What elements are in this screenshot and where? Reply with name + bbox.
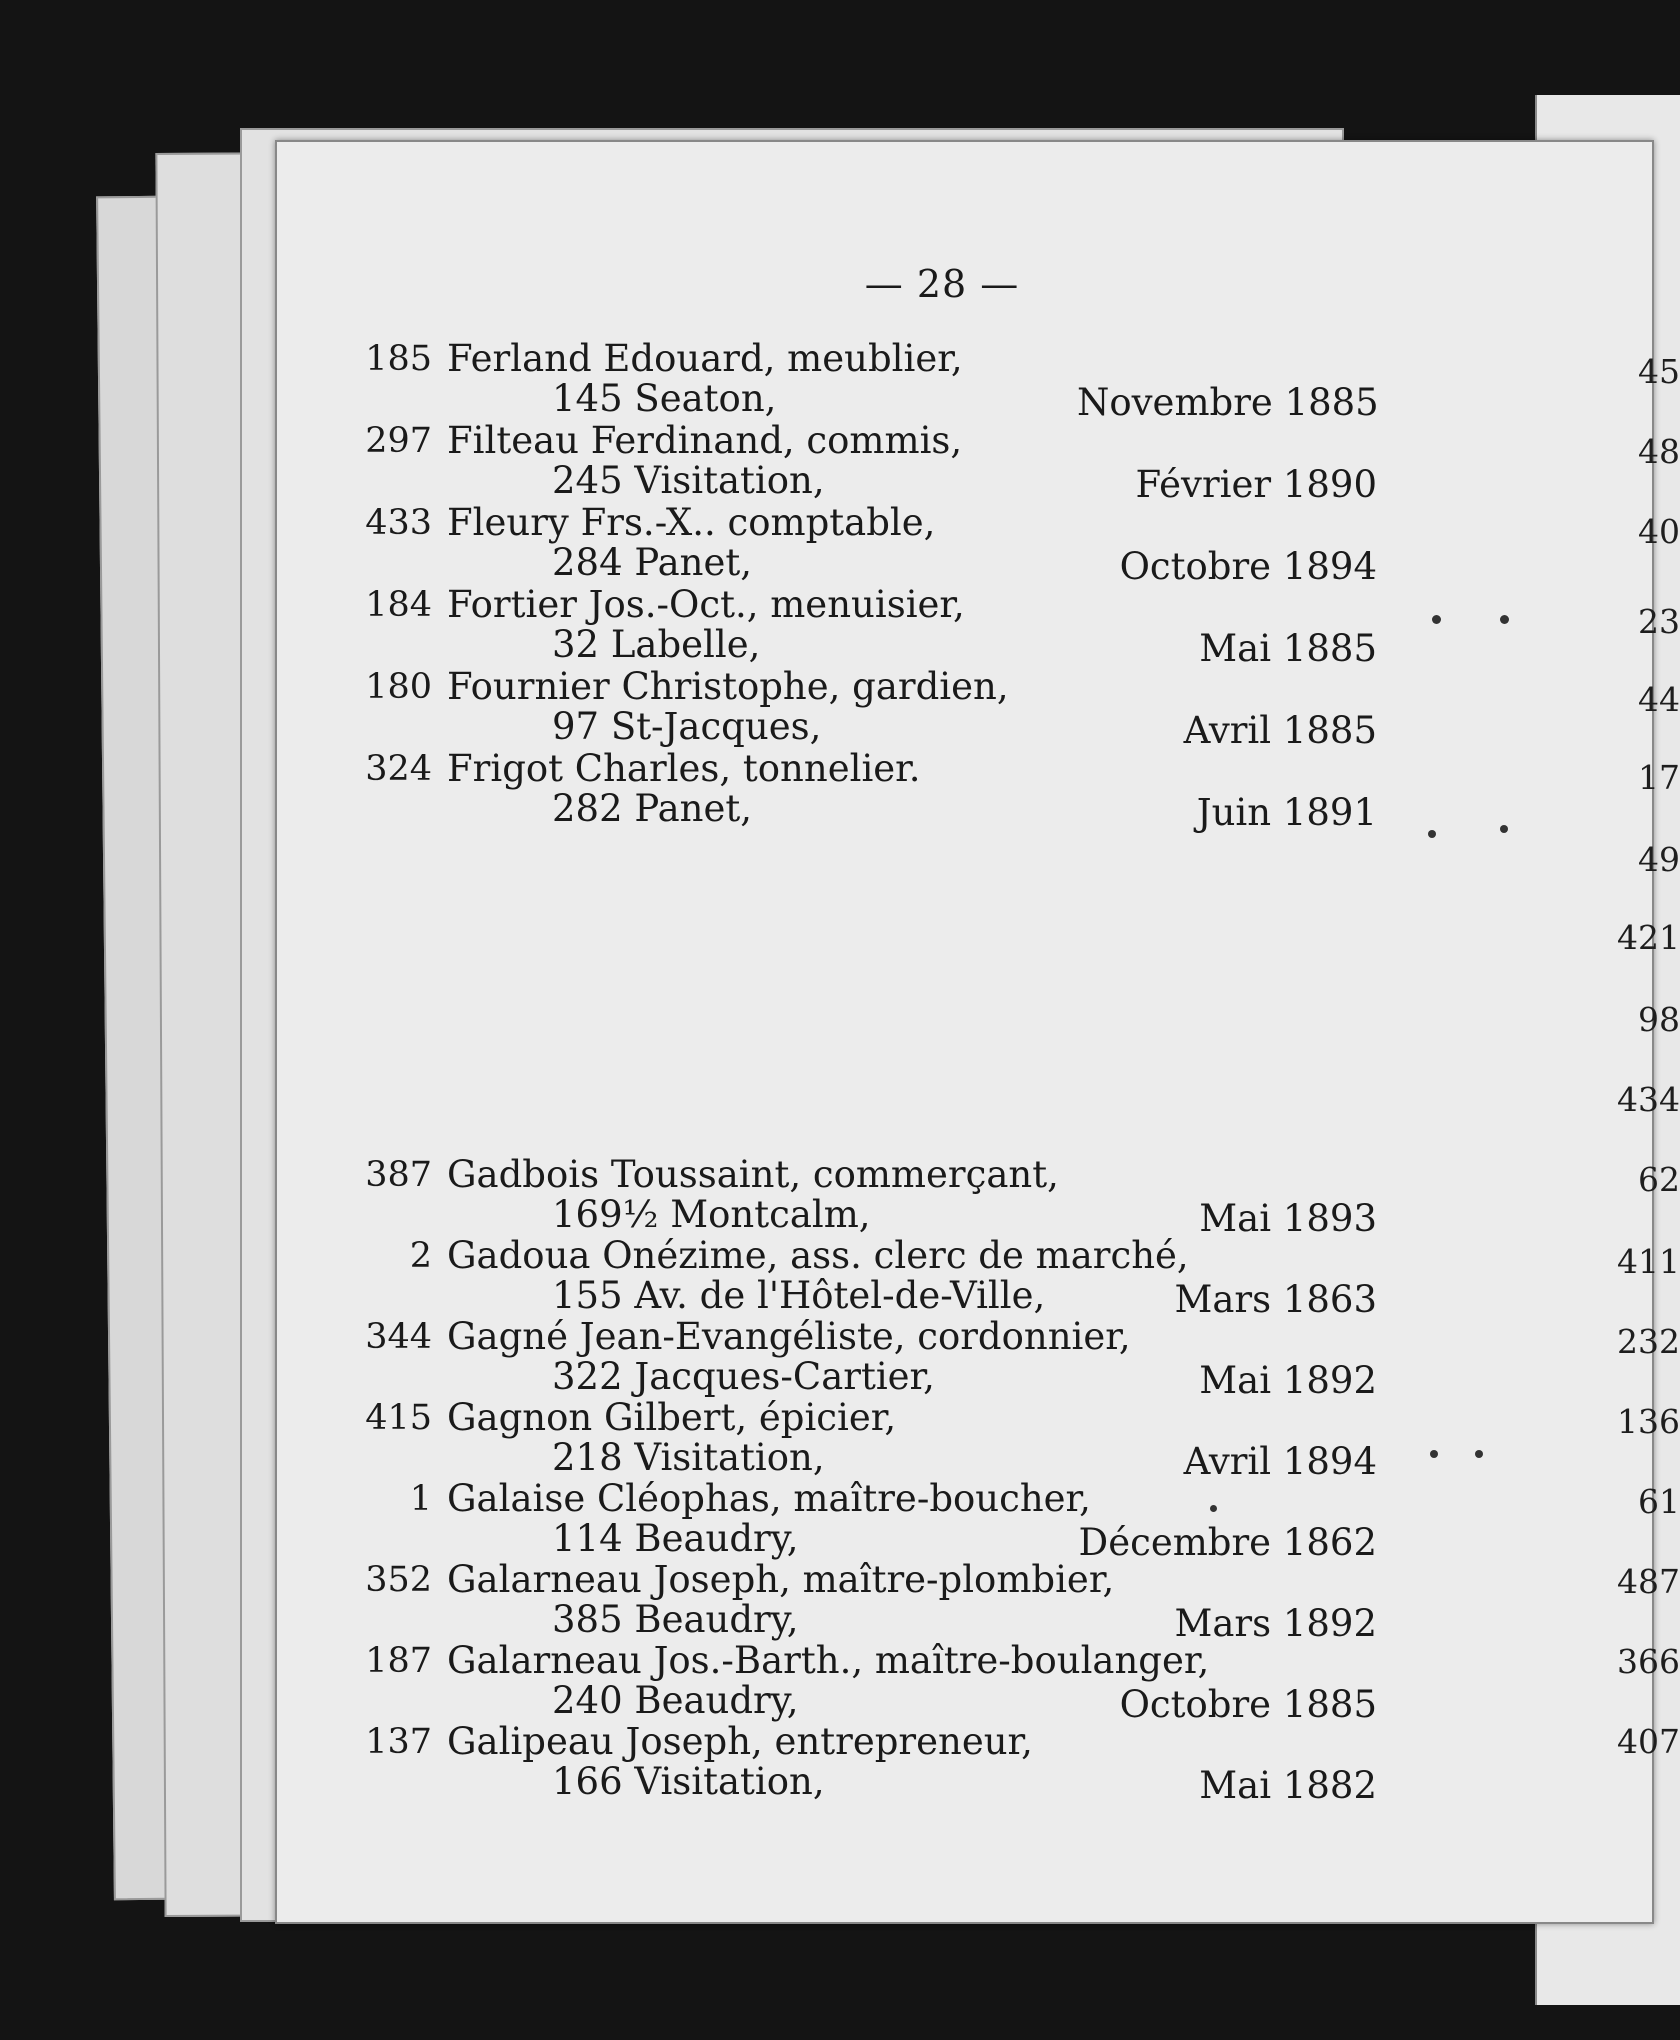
document-page: [275, 140, 1654, 1924]
entry-address: 166 Visitation,: [552, 1760, 825, 1803]
entry-date: Décembre 1862: [1078, 1521, 1377, 1564]
entry-address: 245 Visitation,: [552, 459, 825, 502]
entry-number: 387: [365, 1155, 432, 1195]
margin-number: 62: [1638, 1160, 1680, 1199]
entry-date: Octobre 1885: [1119, 1683, 1377, 1726]
entry-name: Fleury Frs.-X.. comptable,: [447, 501, 936, 544]
entry-number: 344: [365, 1317, 432, 1357]
entry-date: Mai 1885: [1199, 627, 1377, 670]
scan-speck: [1500, 615, 1509, 624]
entry-number: 352: [365, 1560, 432, 1600]
list-item: [277, 748, 1377, 832]
entry-address: 240 Beaudry,: [552, 1679, 799, 1722]
entry-address: 145 Seaton,: [552, 377, 777, 420]
list-item: [277, 502, 1377, 586]
entry-name: Frigot Charles, tonnelier.: [447, 747, 921, 790]
list-item: [277, 1559, 1377, 1643]
scan-speck: [1430, 1450, 1438, 1458]
page-number: — 28 —: [864, 262, 1020, 306]
entry-address: 114 Beaudry,: [552, 1517, 799, 1560]
entry-date: Mai 1882: [1199, 1764, 1377, 1807]
entry-date: Mars 1892: [1174, 1602, 1377, 1645]
list-item: [277, 1397, 1377, 1481]
scan-speck: [1475, 1450, 1483, 1458]
entry-number: 185: [365, 339, 432, 379]
list-item: [277, 584, 1377, 668]
entry-list: [277, 142, 1652, 1922]
entry-date: Octobre 1894: [1119, 545, 1377, 588]
entry-address: 218 Visitation,: [552, 1436, 825, 1479]
scan-speck: [1432, 615, 1441, 624]
entry-address: 322 Jacques-Cartier,: [552, 1355, 935, 1398]
entry-name: Galarneau Joseph, maître-plombier,: [447, 1558, 1115, 1601]
margin-number: 487: [1617, 1562, 1680, 1601]
margin-number: 44: [1638, 680, 1680, 719]
list-item: [277, 1154, 1377, 1238]
entry-address: 155 Av. de l'Hôtel-de-Ville,: [552, 1274, 1046, 1317]
margin-number: 366: [1617, 1642, 1680, 1681]
entry-number: 1: [409, 1479, 432, 1519]
entry-number: 137: [365, 1722, 432, 1762]
entry-name: Galaise Cléophas, maître-boucher,: [447, 1477, 1091, 1520]
margin-number: 49: [1638, 840, 1680, 879]
entry-address: 169½ Montcalm,: [552, 1193, 871, 1236]
entry-address: 385 Beaudry,: [552, 1598, 799, 1641]
entry-date: Mai 1893: [1199, 1197, 1377, 1240]
list-item: [277, 1235, 1377, 1319]
entry-number: 180: [365, 667, 432, 707]
entry-name: Galarneau Jos.-Barth., maître-boulanger,: [447, 1639, 1210, 1682]
entry-date: Février 1890: [1135, 463, 1377, 506]
margin-number: 17: [1638, 758, 1680, 797]
scan-speck: [1500, 825, 1508, 833]
entry-date: Avril 1894: [1183, 1440, 1377, 1483]
entry-date: Juin 1891: [1196, 791, 1377, 834]
entry-name: Galipeau Joseph, entrepreneur,: [447, 1720, 1033, 1763]
scan-speck: [1428, 830, 1436, 838]
entry-address: 282 Panet,: [552, 787, 753, 830]
adjacent-page-numbers: [1590, 0, 1680, 2040]
entry-name: Filteau Ferdinand, commis,: [447, 419, 963, 462]
entry-number: 297: [365, 421, 432, 461]
margin-number: 48: [1638, 432, 1680, 471]
list-item: [277, 1478, 1377, 1562]
list-item: [277, 666, 1377, 750]
margin-number: 98: [1638, 1000, 1680, 1039]
margin-number: 23: [1638, 602, 1680, 641]
entry-address: 32 Labelle,: [552, 623, 761, 666]
entry-number: 184: [365, 585, 432, 625]
entry-address: 284 Panet,: [552, 541, 753, 584]
list-item: [277, 1316, 1377, 1400]
entry-number: 187: [365, 1641, 432, 1681]
margin-number: 434: [1617, 1080, 1680, 1119]
list-item: [277, 1721, 1377, 1805]
margin-number: 421: [1617, 918, 1680, 957]
entry-name: Fortier Jos.-Oct., menuisier,: [447, 583, 965, 626]
margin-number: 61: [1638, 1482, 1680, 1521]
entry-name: Gadbois Toussaint, commerçant,: [447, 1153, 1059, 1196]
entry-name: Gagné Jean-Evangéliste, cordonnier,: [447, 1315, 1131, 1358]
margin-number: 40: [1638, 512, 1680, 551]
margin-number: 136: [1617, 1402, 1680, 1441]
list-item: [277, 338, 1377, 422]
margin-number: 45: [1638, 352, 1680, 391]
entry-date: Avril 1885: [1183, 709, 1377, 752]
entry-number: 433: [365, 503, 432, 543]
entry-number: 2: [409, 1236, 432, 1276]
margin-number: 411: [1617, 1242, 1680, 1281]
entry-name: Gadoua Onézime, ass. clerc de marché,: [447, 1234, 1189, 1277]
list-item: [277, 420, 1377, 504]
entry-number: 324: [365, 749, 432, 789]
scan-speck: [1210, 1505, 1217, 1512]
entry-name: Fournier Christophe, gardien,: [447, 665, 1009, 708]
entry-number: 415: [365, 1398, 432, 1438]
entry-date: Mars 1863: [1174, 1278, 1377, 1321]
entry-name: Ferland Edouard, meublier,: [447, 337, 963, 380]
margin-number: 407: [1617, 1722, 1680, 1761]
entry-address: 97 St-Jacques,: [552, 705, 822, 748]
entry-date: Mai 1892: [1199, 1359, 1377, 1402]
list-item: [277, 1640, 1377, 1724]
entry-date: Novembre 1885: [1077, 381, 1379, 424]
entry-name: Gagnon Gilbert, épicier,: [447, 1396, 897, 1439]
margin-number: 232: [1617, 1322, 1680, 1361]
